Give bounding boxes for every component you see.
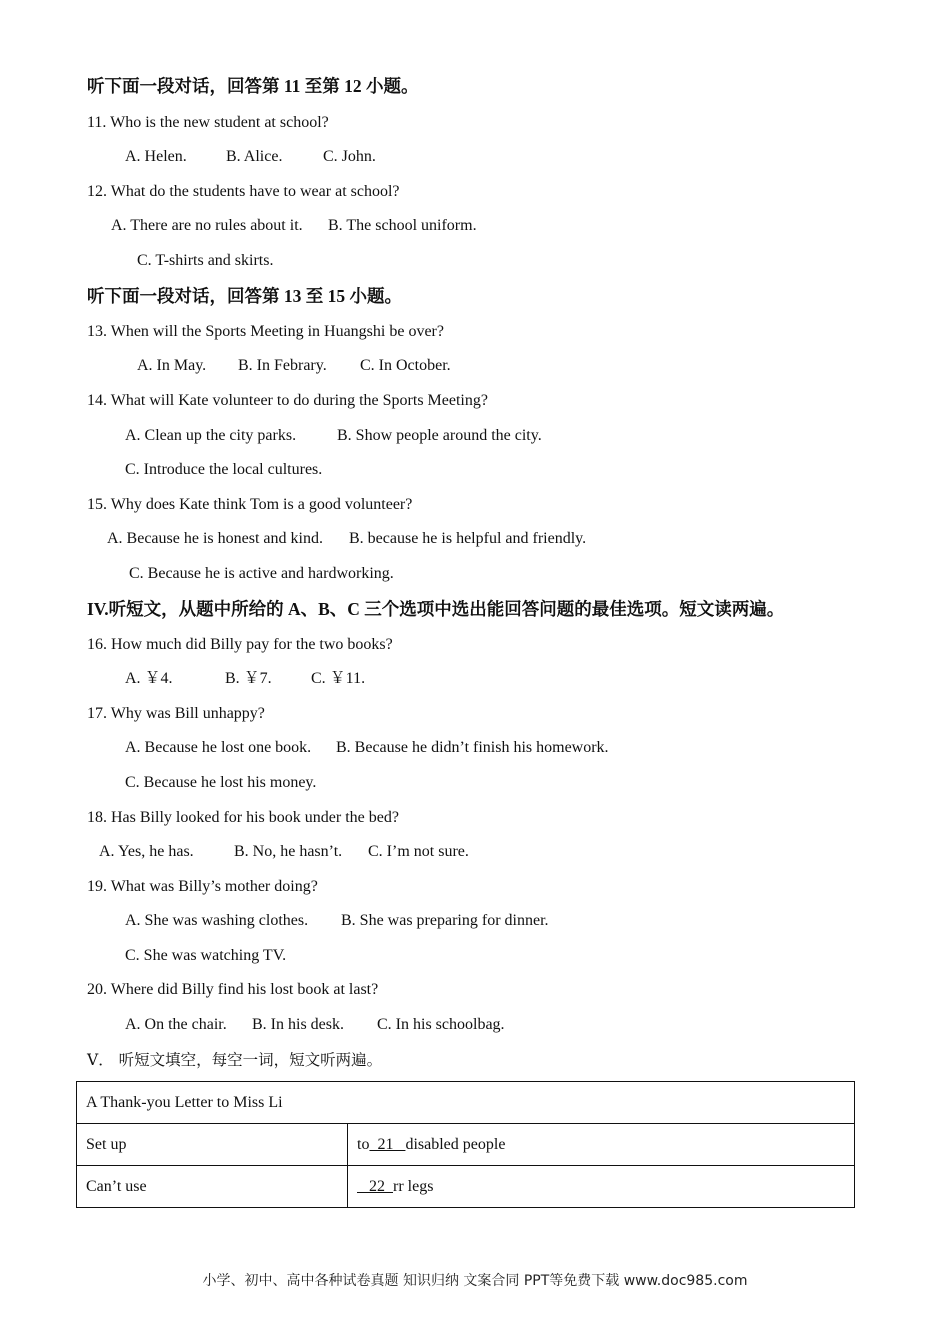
question-17: 17. Why was Bill unhappy? [87, 705, 265, 722]
question-11: 11. Who is the new student at school? [87, 114, 329, 131]
q15-option-b: B. because he is helpful and friendly. [349, 530, 587, 547]
section-heading-dialog-11-12: 听下面一段对话，回答第 11 至第 12 小题。 [87, 76, 419, 96]
q14-option-b: B. Show people around the city. [337, 427, 542, 444]
q19-option-a: A. She was washing clothes. [125, 912, 309, 929]
table-label-cant-use: Can’t use [77, 1166, 348, 1208]
table-row [77, 1082, 855, 1124]
footer-watermark: 小学、初中、高中各种试卷真题 知识归纳 文案合同 PPT等免费下载 www.doc985.com [202, 1273, 748, 1289]
table-text-to: to [357, 1135, 370, 1153]
section-heading-dialog-13-15: 听下面一段对话，回答第 13 至 15 小题。 [87, 286, 402, 306]
q13-option-a: A. In May. [137, 357, 207, 374]
blank-21: 21 [369, 1135, 406, 1153]
table-row [77, 1166, 855, 1208]
q13-option-c: C. In October. [360, 357, 451, 374]
q14-option-a: A. Clean up the city parks. [125, 427, 297, 444]
q12-option-a: A. There are no rules about it. [111, 217, 303, 234]
q13-option-b: B. In Febrary. [238, 357, 327, 374]
q14-option-c: C. Introduce the local cultures. [125, 461, 323, 478]
q19-option-c: C. She was watching TV. [125, 947, 287, 964]
q15-option-c: C. Because he is active and hardworking. [129, 565, 394, 582]
q18-option-b: B. No, he hasn’t. [234, 843, 343, 860]
table-cell-21 [348, 1124, 855, 1166]
q18-option-a: A. Yes, he has. [99, 843, 194, 860]
blank-22: 22 [357, 1177, 393, 1195]
table-text-disabled-people: disabled people [405, 1135, 506, 1153]
q11-option-c: C. John. [323, 148, 376, 165]
q16-option-a: A. ￥4. [125, 670, 173, 687]
question-12: 12. What do the students have to wear at school? [87, 183, 400, 200]
question-19: 19. What was Billy’s mother doing? [87, 878, 318, 895]
q20-option-b: B. In his desk. [252, 1016, 344, 1033]
question-15: 15. Why does Kate think Tom is a good volunteer? [87, 496, 413, 513]
table-title: A Thank-you Letter to Miss Li [77, 1082, 855, 1124]
q20-option-c: C. In his schoolbag. [377, 1016, 505, 1033]
q16-option-b: B. ￥7. [225, 670, 272, 687]
q16-option-c: C. ￥11. [311, 670, 366, 687]
q12-option-b: B. The school uniform. [328, 217, 477, 234]
q11-option-b: B. Alice. [226, 148, 283, 165]
question-20: 20. Where did Billy find his lost book at last? [87, 981, 379, 998]
question-18: 18. Has Billy looked for his book under the bed? [87, 809, 399, 826]
q19-option-b: B. She was preparing for dinner. [341, 912, 549, 929]
table-text-legs: rr legs [393, 1177, 434, 1195]
question-16: 16. How much did Billy pay for the two books? [87, 636, 393, 653]
question-14: 14. What will Kate volunteer to do during the Sports Meeting? [87, 392, 488, 409]
section-heading-part-4: IV.听短文，从题中所给的 A、B、C 三个选项中选出能回答问题的最佳选项。短文读两遍。 [87, 599, 785, 619]
q11-option-a: A. Helen. [125, 148, 187, 165]
section-heading-part-5: V． 听短文填空，每空一词，短文听两遍。 [87, 1051, 383, 1069]
table-cell-22 [348, 1166, 855, 1208]
table-label-set-up: Set up [77, 1124, 348, 1166]
q17-option-a: A. Because he lost one book. [125, 739, 312, 756]
fill-in-table [76, 1081, 855, 1208]
question-13: 13. When will the Sports Meeting in Huangshi be over? [87, 323, 444, 340]
q18-option-c: C. I’m not sure. [368, 843, 469, 860]
q17-option-c: C. Because he lost his money. [125, 774, 317, 791]
q17-option-b: B. Because he didn’t finish his homework. [336, 739, 609, 756]
table-row [77, 1124, 855, 1166]
q15-option-a: A. Because he is honest and kind. [107, 530, 323, 547]
q20-option-a: A. On the chair. [125, 1016, 227, 1033]
q12-option-c: C. T-shirts and skirts. [137, 252, 274, 269]
